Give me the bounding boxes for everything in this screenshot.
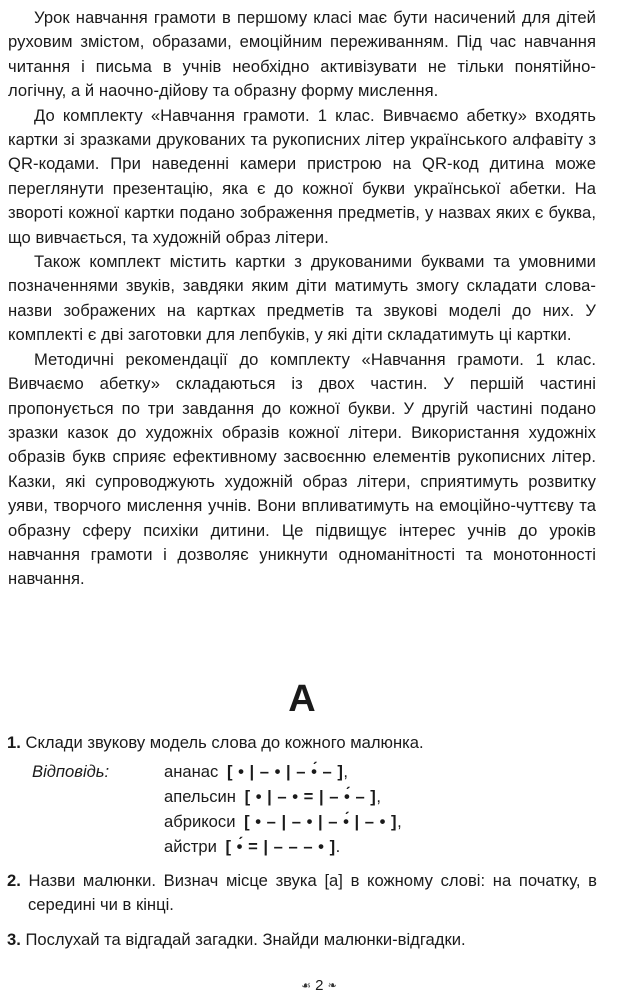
answer-word: апельсин xyxy=(164,787,236,806)
answer-row xyxy=(164,785,381,809)
task-2 xyxy=(7,869,597,918)
task-number: 2. xyxy=(7,871,21,890)
task-3 xyxy=(7,928,597,952)
task-1 xyxy=(7,731,597,755)
answer-row xyxy=(164,810,402,834)
section-letter-heading: А xyxy=(288,678,316,720)
answer-punct: , xyxy=(397,812,402,831)
task-text: Послухай та відгадай загадки. Знайди малюнки-відгадки. xyxy=(25,930,466,949)
answer-punct: . xyxy=(335,837,341,856)
ornament-right-icon: ❧ xyxy=(327,980,337,992)
sound-model: [ • | – • = | – •́ – ] xyxy=(244,787,377,806)
answer-word: ананас xyxy=(164,762,219,781)
sound-model: [ • | – • | – •́ – ] xyxy=(226,762,344,781)
answer-word: айстри xyxy=(164,837,217,856)
task-number: 3. xyxy=(7,930,21,949)
task-number: 1. xyxy=(7,733,21,752)
sound-model: [ •́ = | – – – • ] xyxy=(225,837,336,856)
task-text: Назви малюнки. Визнач місце звука [а] в кожному слові: на початку, в середині чи в кінці. xyxy=(28,871,597,915)
answer-word: абрикоси xyxy=(164,812,236,831)
intro-paragraph-4: Методичні рекомендації до комплекту «Навчання грамоти. 1 клас. Вивчаємо абетку» складаються із двох частин. У першій частині пропонується по три завдання до кожної букви. У другій частині подано зразки казок до художніх образів кожної літери. Використання художніх образів букв сприяє ефективному засвоєнню елементів рукописних літер. Казки, які супроводжують художній образ літери, сприятимуть розвитку уяви, творчого мислення учнів. Вони впливатимуть на емоційно-чуттєву та образну сферу психіки дитини. Це підвищує інтерес учнів до уроків навчання грамоти і дозволяє уникнути одноманітності та монотонності навчання. xyxy=(8,349,596,589)
answer-row xyxy=(164,760,348,784)
intro-paragraph-2: До комплекту «Навчання грамоти. 1 клас. Вивчаємо абетку» входять картки зі зразками друкованих та рукописних літер українського алфавіту з QR-кодами. При наведенні камери пристрою на QR-код дитина може переглянути презентацію, яка є до кожної букви української абетки. На звороті кожної картки подано зображення предметів, у назвах яких є буква, що вивчається, та художній образ літери. xyxy=(8,105,596,247)
intro-paragraph-1: Урок навчання грамоти в першому класі має бути насичений для дітей руховим змістом, образами, емоційним переживанням. Під час навчання читання і письма в учнів необхідно активізувати не тільки понятійно-логічну, а й наочно-дійову та образну форму мислення. xyxy=(8,8,596,101)
answer-punct: , xyxy=(343,762,349,781)
intro-text xyxy=(8,6,596,592)
answer-label: Відповідь: xyxy=(32,762,110,781)
intro-paragraph-3: Також комплект містить картки з друкованими буквами та умовними позначеннями звуків, завдяки яким діти матимуть змогу складати слова-назви зображених на картках предметів та звукові моделі до них. У комплекті є дві заготовки для лепбуків, у які діти складатимуть ці картки. xyxy=(8,252,596,345)
task-text: Склади звукову модель слова до кожного малюнка. xyxy=(25,733,424,752)
ornament-left-icon: ☙ xyxy=(301,980,311,992)
answer-punct: , xyxy=(376,787,381,806)
answer-row xyxy=(164,835,340,859)
page-number: 2 xyxy=(315,977,324,994)
page-footer xyxy=(0,976,638,996)
sound-model: [ • – | – • | – •́ | – • ] xyxy=(244,812,398,831)
